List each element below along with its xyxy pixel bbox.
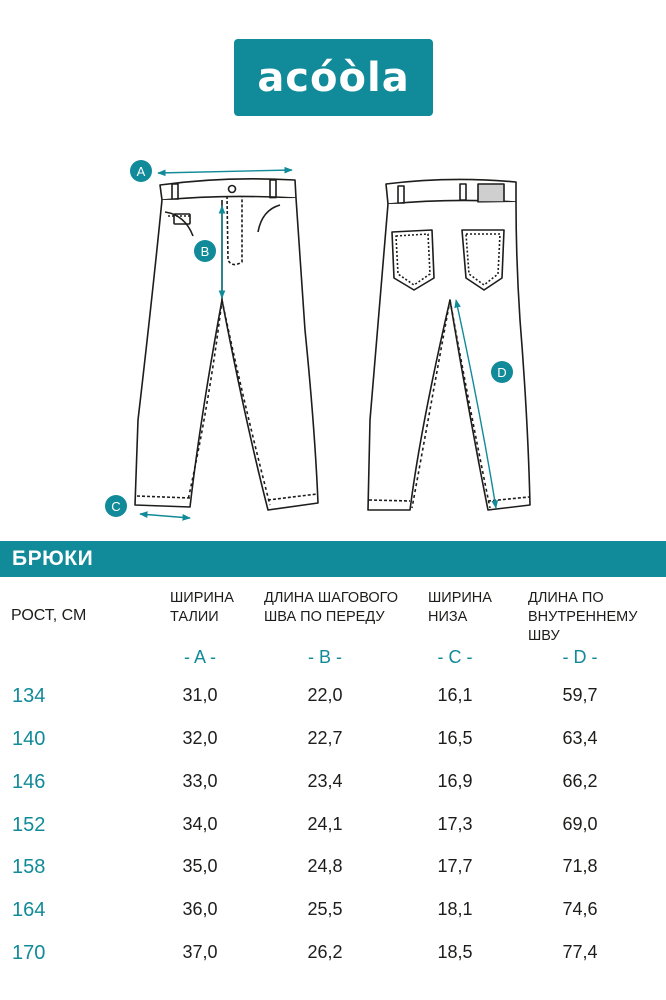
section-title: БРЮКИ bbox=[12, 547, 94, 570]
trousers-diagram bbox=[0, 140, 666, 540]
row-height: 134 bbox=[12, 685, 46, 707]
column-letter-b: - B - bbox=[308, 647, 342, 667]
cell-b: 24,1 bbox=[307, 814, 343, 834]
table-row bbox=[0, 942, 666, 972]
cell-d: 71,8 bbox=[562, 856, 598, 876]
row-height: 158 bbox=[12, 856, 46, 878]
column-header-d-line1: ДЛИНА ПО bbox=[528, 590, 604, 606]
column-letter-d: - D - bbox=[562, 647, 598, 667]
marker-b-label: B bbox=[200, 244, 210, 259]
cell-d: 66,2 bbox=[562, 771, 598, 791]
column-header-a-line2: ТАЛИИ bbox=[170, 609, 219, 625]
cell-a: 34,0 bbox=[182, 814, 218, 834]
cell-c: 17,7 bbox=[437, 856, 473, 876]
cell-b: 23,4 bbox=[307, 771, 343, 791]
cell-a: 37,0 bbox=[182, 942, 218, 962]
cell-c: 18,1 bbox=[437, 899, 473, 919]
marker-a-label: A bbox=[136, 164, 146, 179]
column-letter-a: - A - bbox=[183, 647, 216, 667]
column-header-a bbox=[170, 589, 234, 627]
cell-d: 59,7 bbox=[562, 685, 598, 705]
marker-a bbox=[130, 160, 152, 182]
cell-a: 35,0 bbox=[182, 856, 218, 876]
cell-b: 26,2 bbox=[307, 942, 343, 962]
table-row bbox=[0, 685, 666, 715]
cell-d: 77,4 bbox=[562, 942, 598, 962]
back-view bbox=[368, 179, 530, 510]
table-row bbox=[0, 899, 666, 929]
cell-b: 25,5 bbox=[307, 899, 343, 919]
column-header-c-line2: НИЗА bbox=[428, 609, 468, 625]
column-header-c bbox=[428, 589, 492, 627]
cell-c: 16,5 bbox=[437, 728, 473, 748]
cell-a: 32,0 bbox=[182, 728, 218, 748]
brand-logo-text: acóòla bbox=[257, 54, 410, 101]
column-header-d bbox=[528, 589, 666, 646]
cell-c: 18,5 bbox=[437, 942, 473, 962]
marker-d bbox=[491, 361, 513, 383]
column-header-b bbox=[264, 589, 398, 627]
row-height: 146 bbox=[12, 771, 46, 793]
cell-d: 69,0 bbox=[562, 814, 598, 834]
table-row bbox=[0, 856, 666, 886]
marker-c-label: C bbox=[111, 499, 121, 514]
column-header-b-line1: ДЛИНА ШАГОВОГО bbox=[264, 590, 398, 606]
column-header-b-line2: ШВА ПО ПЕРЕДУ bbox=[264, 609, 385, 625]
table-row bbox=[0, 814, 666, 844]
marker-c bbox=[105, 495, 127, 517]
column-header-c-line1: ШИРИНА bbox=[428, 590, 492, 606]
row-height: 140 bbox=[12, 728, 46, 750]
cell-a: 36,0 bbox=[182, 899, 218, 919]
cell-c: 16,1 bbox=[437, 685, 473, 705]
cell-d: 63,4 bbox=[562, 728, 598, 748]
cell-c: 16,9 bbox=[437, 771, 473, 791]
brand-logo bbox=[234, 39, 433, 116]
cell-a: 31,0 bbox=[182, 685, 218, 705]
cell-c: 17,3 bbox=[437, 814, 473, 834]
table-row bbox=[0, 728, 666, 758]
column-header-a-line1: ШИРИНА bbox=[170, 590, 234, 606]
front-view bbox=[135, 179, 318, 510]
marker-b bbox=[194, 240, 216, 262]
cell-b: 24,8 bbox=[307, 856, 343, 876]
height-header: РОСТ, СМ bbox=[11, 607, 87, 624]
row-height: 152 bbox=[12, 814, 46, 836]
table-row bbox=[0, 771, 666, 801]
row-height: 170 bbox=[12, 942, 46, 964]
section-band bbox=[0, 541, 666, 577]
cell-d: 74,6 bbox=[562, 899, 598, 919]
cell-b: 22,0 bbox=[307, 685, 343, 705]
column-header-d-line2: ВНУТРЕННЕМУ ШВУ bbox=[528, 609, 638, 644]
cell-b: 22,7 bbox=[307, 728, 343, 748]
column-letter-c: - C - bbox=[437, 647, 473, 667]
row-height: 164 bbox=[12, 899, 46, 921]
cell-a: 33,0 bbox=[182, 771, 218, 791]
marker-d-label: D bbox=[497, 365, 507, 380]
